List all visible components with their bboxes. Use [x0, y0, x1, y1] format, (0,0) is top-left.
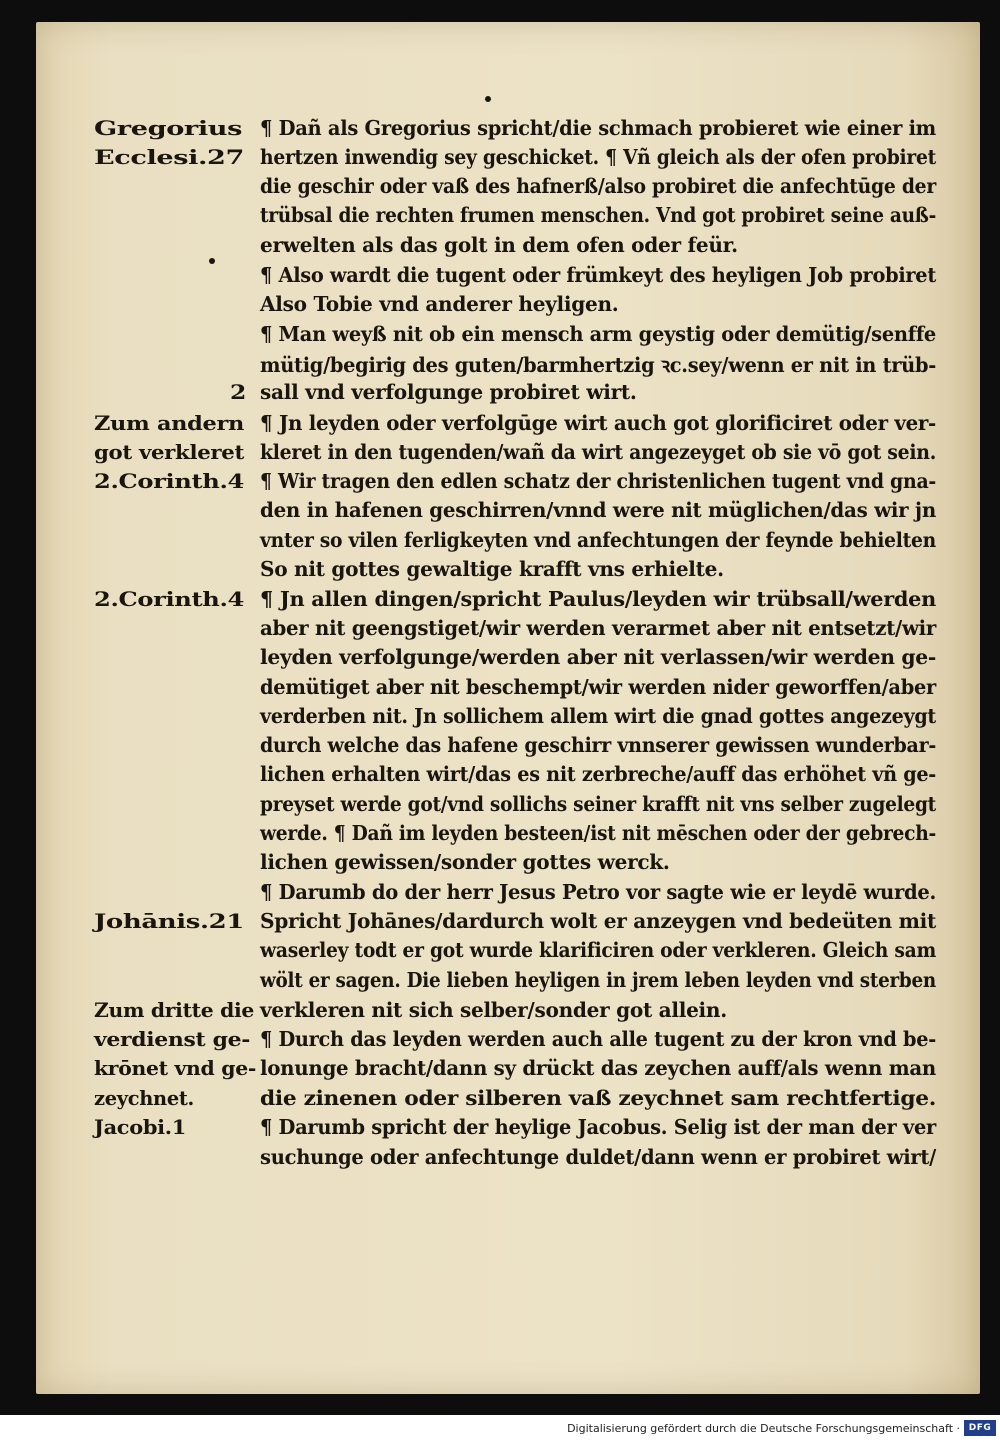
text-line: demütiget aber nit beschempt/wir werden nider geworffen/aber: [260, 675, 937, 699]
text-line: die zinenen oder silberen vaß zeychnet sam rechtfertige.: [260, 1086, 936, 1110]
funding-notice: Digitalisierung gefördert durch die Deutsche Forschungsgemeinschaft ·: [567, 1422, 960, 1435]
text-line: verderben nit. Jn sollichem allem wirt die gnad gottes angezeygt: [260, 704, 936, 728]
text-line: ¶ Jn allen dingen/spricht Paulus/leyden wir trübsall/werden: [260, 587, 936, 611]
margin-note: 2.Corinth.4: [94, 587, 244, 611]
text-line: trübsal die rechten frumen menschen. Vnd got probiret seine auß-: [260, 203, 937, 227]
ink-dot: [485, 96, 491, 102]
margin-note: verdienst ge-: [94, 1027, 251, 1051]
text-line: ¶ Darumb spricht der heylige Jacobus. Selig ist der man der ver: [260, 1115, 936, 1139]
text-line: ¶ Man weyß nit ob ein mensch arm geystig oder demütig/senffe: [260, 322, 936, 346]
text-line: durch welche das hafene geschirr vnnserer gewissen wunderbar-: [260, 733, 936, 757]
text-line: verkleren nit sich selber/sonder got allein.: [260, 998, 727, 1022]
text-line: sall vnd verfolgunge probiret wirt.: [260, 380, 637, 404]
text-line: Also Tobie vnd anderer heyligen.: [260, 292, 619, 316]
text-line: wölt er sagen. Die lieben heyligen in jrem leben leyden vnd sterben: [260, 968, 936, 992]
text-line: lichen erhalten wirt/das es nit zerbreche/auff das erhöhet vñ ge-: [260, 762, 937, 786]
text-line: den in hafenen geschirren/vnnd were nit müglichen/das wir jn: [260, 498, 936, 522]
text-line: erwelten als das golt in dem ofen oder feür.: [260, 233, 738, 257]
text-line: Spricht Johānes/dardurch wolt er anzeygen vnd bedeüten mit: [260, 909, 937, 933]
margin-note: krōnet vnd ge-: [94, 1056, 257, 1080]
margin-note: zeychnet.: [94, 1086, 195, 1110]
text-line: waserley todt er got wurde klarificiren oder verkleren. Gleich sam: [260, 938, 937, 962]
text-line: ¶ Jn leyden oder verfolgūge wirt auch got glorificiret oder ver-: [260, 411, 937, 435]
text-line: ¶ Also wardt die tugent oder frümkeyt des heyligen Job probiret: [260, 263, 936, 287]
margin-note: Gregorius: [94, 116, 243, 140]
text-line: kleret in den tugenden/wañ da wirt angezeyget ob sie vō got sein.: [260, 440, 936, 464]
text-line: ¶ Dañ als Gregorius spricht/die schmach probieret wie einer im: [260, 116, 937, 140]
margin-note: got verkleret: [94, 440, 245, 464]
margin-note: 2: [230, 380, 246, 404]
text-line: aber nit geengstiget/wir werden verarmet aber nit entsetzt/wir: [260, 616, 936, 640]
book-page: [36, 22, 980, 1394]
text-line: preyset werde got/vnd sollichs seiner krafft nit vns selber zugelegt: [260, 792, 936, 816]
margin-note: Ecclesi.27: [94, 145, 244, 169]
text-line: ¶ Wir tragen den edlen schatz der christenlichen tugent vnd gna-: [260, 469, 936, 493]
margin-note: Zum andern: [94, 411, 245, 435]
margin-note: Jacobi.1: [94, 1115, 187, 1139]
margin-note: 2.Corinth.4: [94, 469, 244, 493]
text-line: mütig/begirig des guten/barmhertzig ꝛc.sey/wenn er nit in trüb-: [260, 353, 937, 377]
margin-note: Johānis.21: [94, 909, 244, 933]
text-line: lichen gewissen/sonder gottes werck.: [260, 850, 670, 874]
text-line: hertzen inwendig sey geschicket. ¶ Vñ gleich als der ofen probiret: [260, 145, 936, 169]
text-line: die geschir oder vaß des hafnerß/also probiret die anfechtūge der: [260, 174, 936, 198]
text-line: suchunge oder anfechtunge duldet/dann wenn er probiret wirt/: [260, 1145, 936, 1169]
text-line: werde. ¶ Dañ im leyden besteen/ist nit mēschen oder der gebrech-: [260, 821, 936, 845]
margin-note: Zum dritte die: [94, 998, 255, 1022]
text-line: ¶ Darumb do der herr Jesus Petro vor sagte wie er leydē wurde.: [260, 880, 937, 904]
text-line: vnter so vilen ferligkeyten vnd anfechtungen der feynde behielten: [260, 528, 936, 552]
text-line: ¶ Durch das leyden werden auch alle tugent zu der kron vnd be-: [260, 1027, 937, 1051]
footer-bar: [0, 1415, 1000, 1442]
ink-dot: [209, 258, 215, 264]
text-line: lonunge bracht/dann sy drückt das zeychen auff/als wenn man: [260, 1056, 937, 1080]
text-line: leyden verfolgunge/werden aber nit verlassen/wir werden ge-: [260, 645, 937, 669]
text-line: So nit gottes gewaltige krafft vns erhielte.: [260, 557, 724, 581]
dfg-logo: DFG: [964, 1420, 996, 1436]
